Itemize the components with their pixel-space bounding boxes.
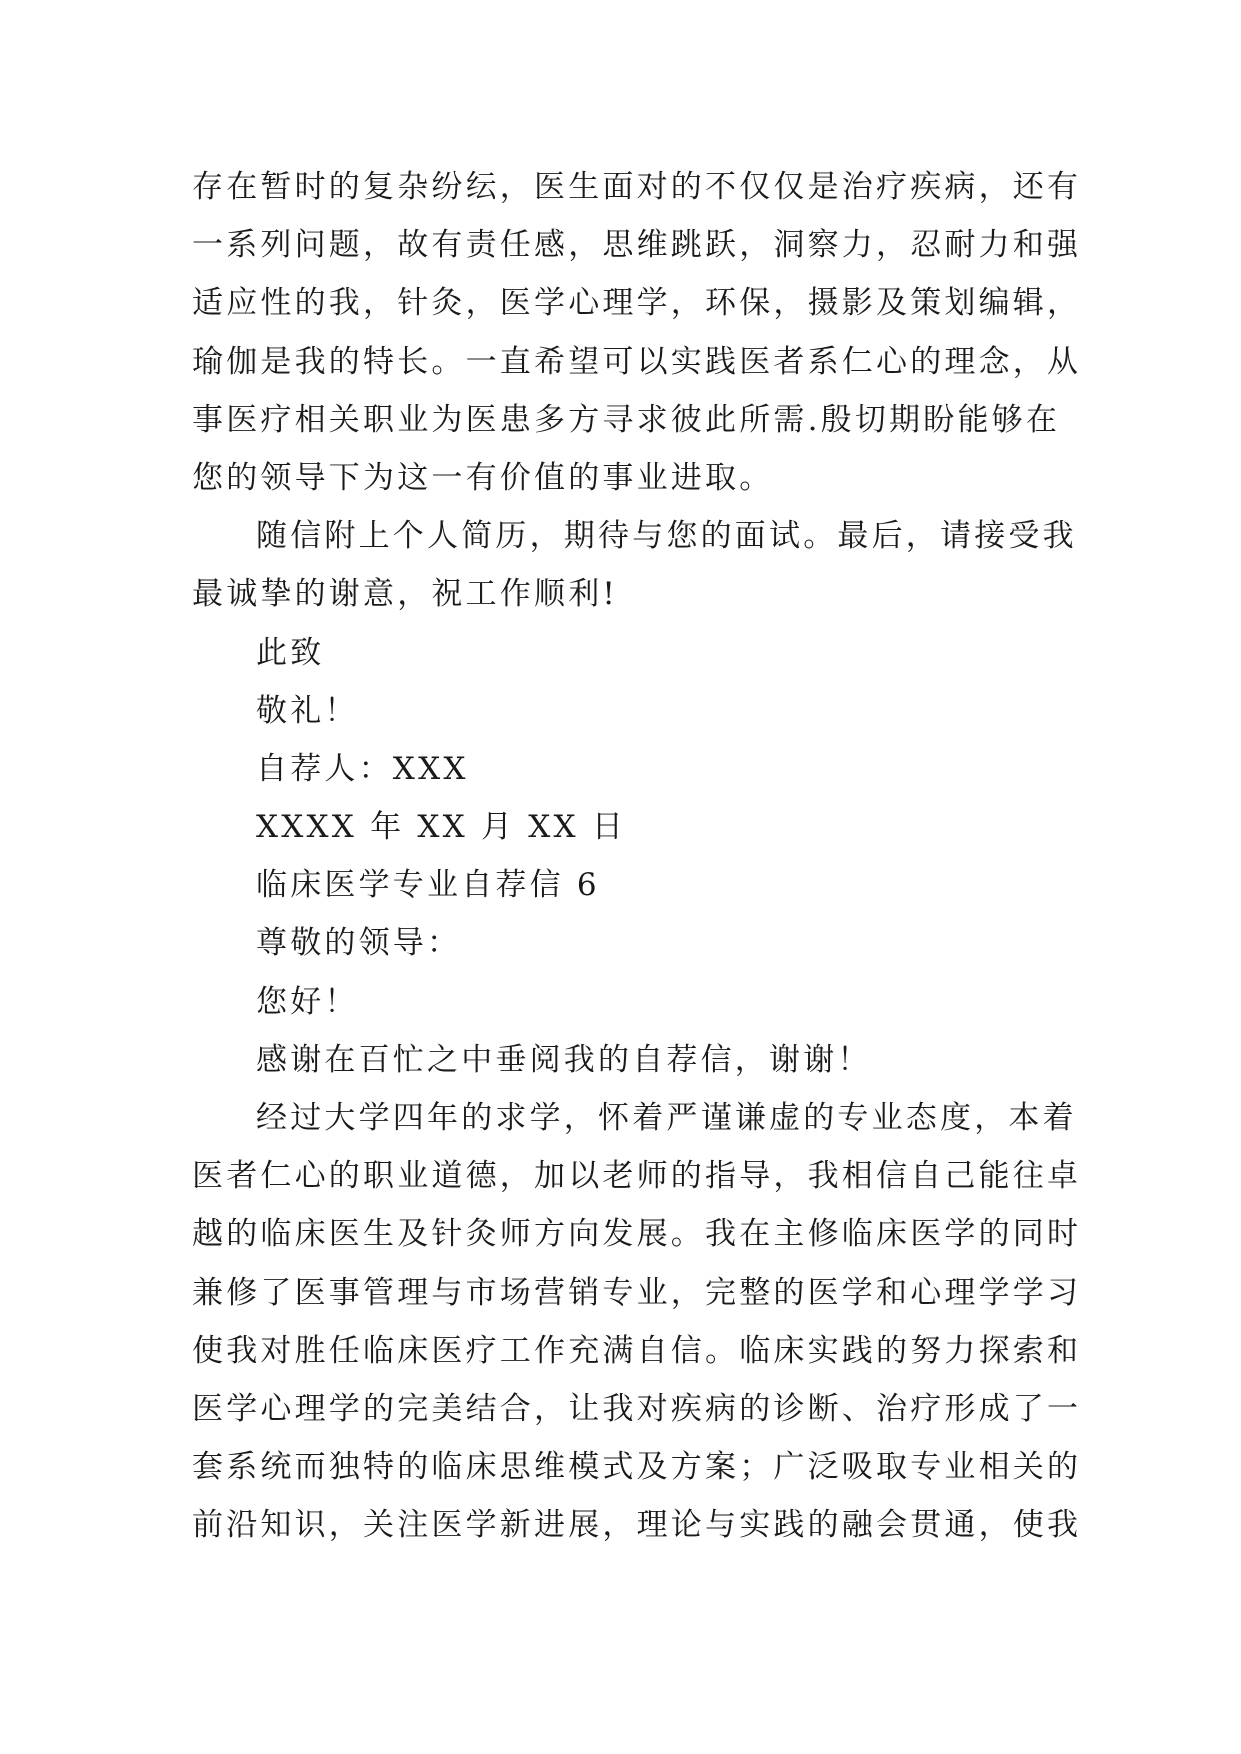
text-line: 兼修了医事管理与市场营销专业，完整的医学和心理学学习 [192, 1274, 1082, 1311]
text-line: 经过大学四年的求学，怀着严谨谦虚的专业态度，本着 [256, 1100, 1077, 1136]
text-line: 最诚挚的谢意，祝工作顺利! [192, 576, 619, 613]
text-line: 套系统而独特的临床思维模式及方案；广泛吸取专业相关的 [192, 1449, 1082, 1486]
text-line: 一系列问题，故有责任感，思维跳跃，洞察力，忍耐力和强 [192, 227, 1082, 264]
text-line: 适应性的我，针灸，医学心理学，环保，摄影及策划编辑， [192, 285, 1082, 322]
text-line: 使我对胜任临床医疗工作充满自信。临床实践的努力探索和 [192, 1332, 1082, 1369]
text-line: 越的临床医生及针灸师方向发展。我在主修临床医学的同时 [192, 1216, 1082, 1253]
text-line: XXXX 年 XX 月 XX 日 [256, 809, 627, 846]
text-line: 瑜伽是我的特长。一直希望可以实践医者系仁心的理念，从 [192, 343, 1082, 380]
text-line: 前沿知识，关注医学新进展，理论与实践的融会贯通，使我 [192, 1507, 1082, 1544]
text-line: 事医疗相关职业为医患多方寻求彼此所需.殷切期盼能够在 [192, 401, 1061, 438]
text-line: 您的领导下为这一有价值的事业进取。 [192, 459, 774, 496]
text-line: 此致 [256, 634, 325, 671]
letter-body [192, 158, 1082, 1555]
text-line: 临床医学专业自荐信 6 [256, 867, 600, 904]
text-line: 医者仁心的职业道德，加以老师的指导，我相信自己能往卓 [192, 1158, 1082, 1195]
text-line: 您好！ [256, 983, 359, 1020]
text-line: 存在暂时的复杂纷纭，医生面对的不仅仅是治疗疾病，还有 [192, 169, 1082, 205]
text-line: 随信附上个人简历，期待与您的面试。最后，请接受我 [256, 518, 1077, 555]
text-line: 自荐人：XXX [256, 750, 469, 787]
text-line: 感谢在百忙之中垂阅我的自荐信，谢谢！ [256, 1041, 872, 1078]
text-line: 尊敬的领导： [256, 925, 462, 962]
text-line: 医学心理学的完美结合，让我对疾病的诊断、治疗形成了一 [192, 1390, 1082, 1427]
text-line: 敬礼！ [256, 692, 359, 729]
